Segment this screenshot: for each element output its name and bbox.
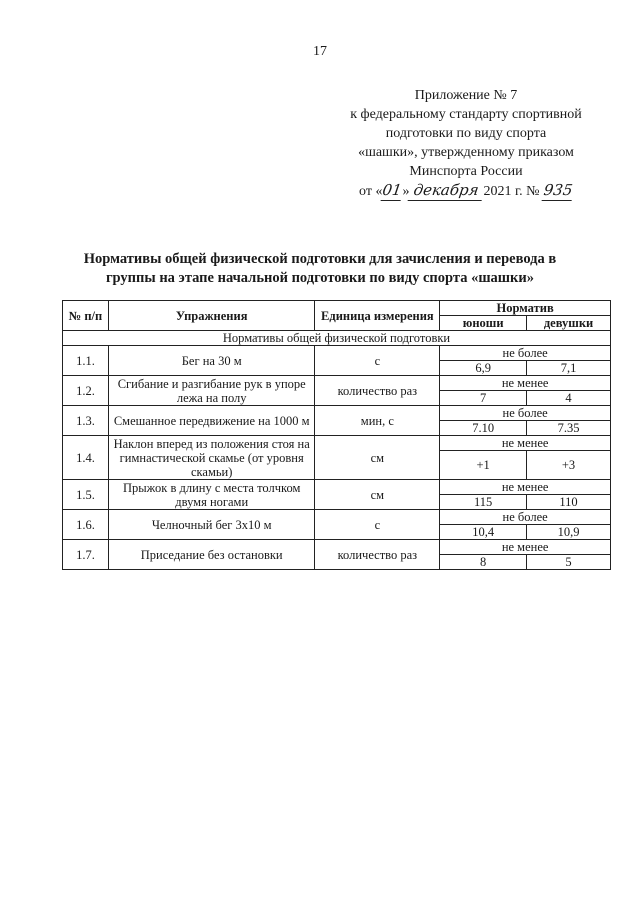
row-condition: не более xyxy=(440,510,611,525)
header-row xyxy=(63,301,611,316)
row-girls-value: 10,9 xyxy=(527,525,611,540)
row-boys-value: 115 xyxy=(440,495,527,510)
appendix-block xyxy=(326,86,606,201)
row-condition: не более xyxy=(440,406,611,421)
row-unit: с xyxy=(315,346,440,376)
appendix-line: к федеральному стандарту спортивной xyxy=(350,107,582,122)
appendix-line: «шашки», утвержденному приказом xyxy=(358,145,574,160)
date-mid: » xyxy=(402,184,410,199)
table-row xyxy=(63,540,611,555)
appendix-line: Приложение № 7 xyxy=(414,88,518,103)
row-girls-value: 110 xyxy=(527,495,611,510)
row-girls-value: 7.35 xyxy=(527,421,611,436)
row-number: 1.3. xyxy=(63,406,109,436)
row-number: 1.1. xyxy=(63,346,109,376)
row-condition: не менее xyxy=(440,540,611,555)
row-unit: количество раз xyxy=(315,540,440,570)
row-unit: мин, с xyxy=(315,406,440,436)
row-boys-value: 7.10 xyxy=(440,421,527,436)
row-condition: не менее xyxy=(440,436,611,451)
appendix-line: Минспорта России xyxy=(409,164,523,179)
date-suffix: 2021 г. № xyxy=(483,184,540,199)
row-girls-value: 4 xyxy=(527,391,611,406)
section-row xyxy=(63,331,611,346)
header-girls: девушки xyxy=(527,316,611,331)
row-unit: с xyxy=(315,510,440,540)
order-date-line xyxy=(326,181,606,201)
row-exercise: Приседание без остановки xyxy=(108,540,315,570)
table-row xyxy=(63,376,611,391)
row-exercise: Смешанное передвижение на 1000 м xyxy=(108,406,315,436)
row-number: 1.7. xyxy=(63,540,109,570)
header-norm: Норматив xyxy=(440,301,611,316)
norms-table xyxy=(62,300,611,570)
row-condition: не более xyxy=(440,346,611,361)
handwritten-order-number: 935 xyxy=(542,181,574,199)
row-number: 1.6. xyxy=(63,510,109,540)
row-number: 1.2. xyxy=(63,376,109,406)
table-row xyxy=(63,406,611,421)
row-boys-value: 8 xyxy=(440,555,527,570)
header-num: № п/п xyxy=(63,301,109,331)
row-number: 1.5. xyxy=(63,480,109,510)
header-exercise: Упражнения xyxy=(108,301,315,331)
row-exercise: Бег на 30 м xyxy=(108,346,315,376)
row-number: 1.4. xyxy=(63,436,109,480)
table-row xyxy=(63,436,611,451)
section-title: Нормативы общей физической подготовки xyxy=(63,331,611,346)
handwritten-day: 01 xyxy=(381,181,404,199)
row-girls-value: 5 xyxy=(527,555,611,570)
date-prefix: от « xyxy=(359,184,383,199)
header-boys: юноши xyxy=(440,316,527,331)
appendix-line: подготовки по виду спорта xyxy=(385,126,547,141)
row-girls-value: 7,1 xyxy=(527,361,611,376)
table-row xyxy=(63,480,611,495)
document-title: Нормативы общей физической подготовки для зачисления и перевода в группы на этапе начальной подготовки по виду спорта «шашки» xyxy=(83,251,557,286)
row-exercise: Сгибание и разгибание рук в упоре лежа на полу xyxy=(108,376,315,406)
table-row xyxy=(63,510,611,525)
row-exercise: Челночный бег 3х10 м xyxy=(108,510,315,540)
row-boys-value: 10,4 xyxy=(440,525,527,540)
row-exercise: Наклон вперед из положения стоя на гимнастической скамье (от уровня скамьи) xyxy=(108,436,315,480)
row-condition: не менее xyxy=(440,376,611,391)
row-unit: см xyxy=(315,480,440,510)
row-girls-value: +3 xyxy=(527,451,611,480)
row-boys-value: 6,9 xyxy=(440,361,527,376)
page-number: 17 xyxy=(313,44,327,59)
header-unit: Единица измерения xyxy=(315,301,440,331)
row-boys-value: 7 xyxy=(440,391,527,406)
row-unit: количество раз xyxy=(315,376,440,406)
row-condition: не менее xyxy=(440,480,611,495)
table-row xyxy=(63,346,611,361)
row-exercise: Прыжок в длину с места толчком двумя ногами xyxy=(108,480,315,510)
row-unit: см xyxy=(315,436,440,480)
row-boys-value: +1 xyxy=(440,451,527,480)
handwritten-month: декабря xyxy=(408,181,485,201)
